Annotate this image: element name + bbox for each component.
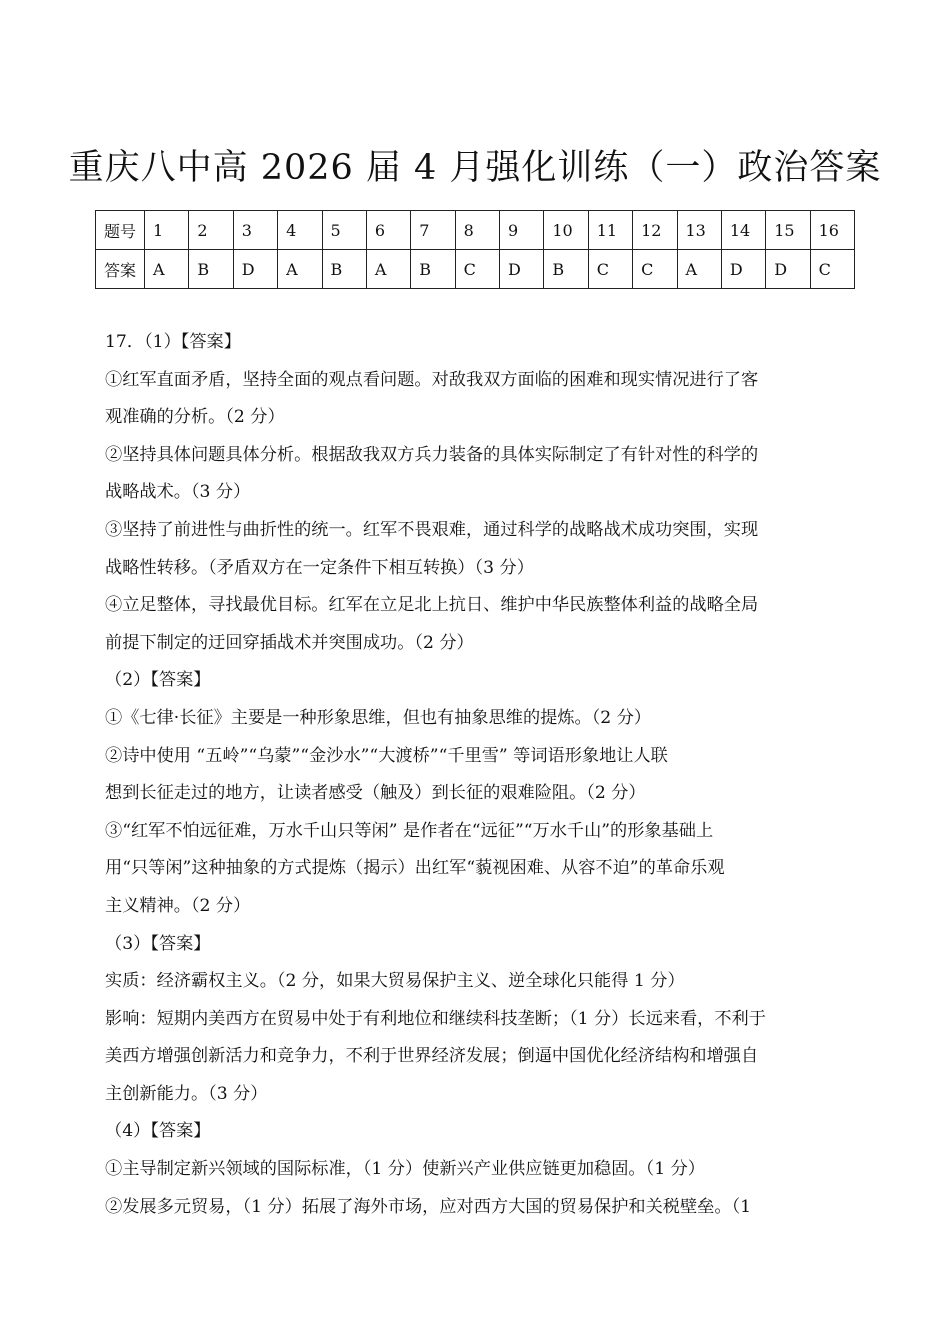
answer-line: 美西方增强创新活力和竞争力，不利于世界经济发展；倒逼中国优化经济结构和增强自 [105, 1046, 759, 1067]
answer-line: ②诗中使用 “五岭”“乌蒙”“金沙水”“大渡桥”“千里雪” 等词语形象地让人联 [105, 745, 668, 766]
question-heading: 17．（1）【答案】 [105, 332, 241, 352]
answer-line: 战略战术。（3 分） [105, 482, 251, 503]
answer-cell: D [500, 250, 544, 289]
answer-cell: B [544, 250, 588, 289]
answer-line: ③“红军不怕远征难，万水千山只等闲” 是作者在“远征”“万水千山”的形象基础上 [105, 820, 714, 841]
answer-line: ③坚持了前进性与曲折性的统一。红军不畏艰难，通过科学的战略战术成功突围，实现 [105, 519, 759, 540]
answer-cell: D [233, 250, 277, 289]
answer-cell: B [411, 250, 455, 289]
answer-cell: A [677, 250, 721, 289]
answer-line: ②发展多元贸易，（1 分）拓展了海外市场，应对西方大国的贸易保护和关税壁垒。（1 [105, 1196, 752, 1217]
question-number-cell: 16 [810, 211, 854, 250]
question-number-cell: 13 [677, 211, 721, 250]
answer-line: ①主导制定新兴领域的国际标准，（1 分）使新兴产业供应链更加稳固。（1 分） [105, 1159, 705, 1180]
answer-cell: A [366, 250, 410, 289]
row-header-answer: 答案 [96, 250, 145, 289]
answer-cell: C [810, 250, 854, 289]
answer-cell: D [721, 250, 765, 289]
page-title: 重庆八中高 2026 届 4 月强化训练（一）政治答案 [68, 148, 882, 188]
answer-line: 影响：短期内美西方在贸易中处于有利地位和继续科技垄断；（1 分）长远来看，不利于 [105, 1008, 766, 1029]
answer-cell: A [145, 250, 189, 289]
answer-line: 主义精神。（2 分） [105, 895, 251, 916]
table-row-question-numbers [96, 211, 855, 250]
question-number-cell: 14 [721, 211, 765, 250]
question-number-cell: 2 [189, 211, 233, 250]
question-number-cell: 6 [366, 211, 410, 250]
question-number-cell: 3 [233, 211, 277, 250]
sub-question-heading: （2）【答案】 [105, 670, 211, 691]
answer-line: ①《七律·长征》主要是一种形象思维，但也有抽象思维的提炼。（2 分） [105, 707, 652, 728]
answer-line: 想到长征走过的地方，让读者感受（触及）到长征的艰难险阻。（2 分） [105, 783, 646, 804]
question-number-cell: 9 [500, 211, 544, 250]
question-number-cell: 12 [633, 211, 677, 250]
answer-cell: A [278, 250, 322, 289]
answer-cell: C [633, 250, 677, 289]
answer-line: 主创新能力。（3 分） [105, 1083, 268, 1104]
answer-line: ①红军直面矛盾，坚持全面的观点看问题。对敌我双方面临的困难和现实情况进行了客 [105, 369, 759, 390]
answer-line: 战略性转移。（矛盾双方在一定条件下相互转换）（3 分） [105, 557, 534, 578]
answer-line: 前提下制定的迂回穿插战术并突围成功。（2 分） [105, 632, 474, 653]
answer-cell: B [322, 250, 366, 289]
answer-line: 用“只等闲”这种抽象的方式提炼（揭示）出红军“藐视困难、从容不迫”的革命乐观 [105, 858, 725, 879]
answer-line: ②坚持具体问题具体分析。根据敌我双方兵力装备的具体实际制定了有针对性的科学的 [105, 444, 759, 465]
question-number-cell: 15 [766, 211, 810, 250]
answer-line: ④立足整体，寻找最优目标。红军在立足北上抗日、维护中华民族整体利益的战略全局 [105, 595, 759, 616]
question-number-cell: 10 [544, 211, 588, 250]
answer-cell: D [766, 250, 810, 289]
answer-cell: B [189, 250, 233, 289]
sub-question-heading: （4）【答案】 [105, 1121, 211, 1142]
sub-question-heading: （3）【答案】 [105, 933, 211, 954]
table-row-answers [96, 250, 855, 289]
question-number-cell: 7 [411, 211, 455, 250]
question-number-cell: 4 [278, 211, 322, 250]
answer-line: 实质：经济霸权主义。（2 分，如果大贸易保护主义、逆全球化只能得 1 分） [105, 971, 685, 992]
answer-cell: C [588, 250, 632, 289]
row-header-question: 题号 [96, 211, 145, 250]
answer-text-body [105, 324, 847, 1226]
answer-cell: C [455, 250, 499, 289]
answer-line: 观准确的分析。（2 分） [105, 407, 285, 428]
question-number-cell: 11 [588, 211, 632, 250]
question-number-cell: 8 [455, 211, 499, 250]
answer-table [95, 210, 855, 289]
question-number-cell: 1 [145, 211, 189, 250]
question-number-cell: 5 [322, 211, 366, 250]
